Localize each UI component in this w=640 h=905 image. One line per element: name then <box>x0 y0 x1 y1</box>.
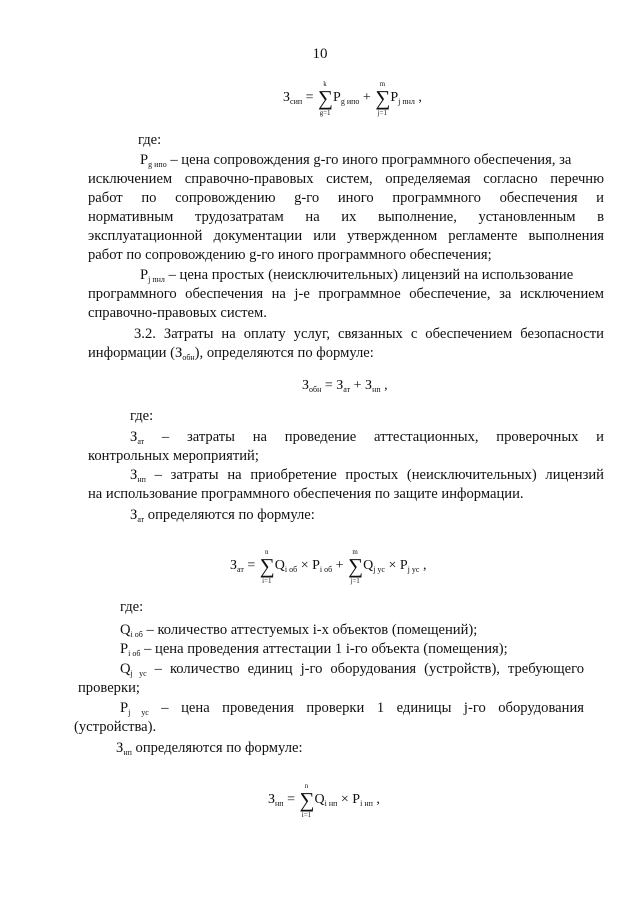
formula-symbol: Q <box>363 558 374 573</box>
def-symbol: Q <box>120 661 131 677</box>
definition-text: – затраты на приобретение простых (неисключительных) лицензий <box>154 467 604 483</box>
definition-line: нормативным трудозатратам на их выполнение, установленным в <box>88 209 604 225</box>
definition-line: (устройства). <box>74 719 157 735</box>
definition-line <box>120 622 604 643</box>
formula-subscript: обн <box>309 385 322 394</box>
definition-line <box>130 429 604 450</box>
formula-operator: × P <box>384 558 408 573</box>
formula-intro <box>116 740 632 761</box>
formula-punct: , <box>372 792 380 807</box>
formula-operator: = <box>302 90 318 105</box>
formula-punct: , <box>380 378 388 393</box>
def-subscript: j ус <box>128 708 149 717</box>
sum-upper-limit: m <box>352 548 358 556</box>
def-symbol: P <box>140 267 149 283</box>
where-label: где: <box>130 408 154 424</box>
section-paragraph-line <box>88 345 604 366</box>
formula-operator: = З <box>321 378 344 393</box>
formula-subscript: i об <box>284 565 298 574</box>
def-subscript: ат <box>137 515 145 524</box>
sum-sign: ∑ k g=1 <box>318 80 334 117</box>
formula-operator: + <box>359 90 375 105</box>
formula-zsip <box>283 80 422 117</box>
definition-text: – цена проведения проверки 1 единицы j-го оборудования <box>161 700 584 716</box>
sum-lower-limit: i=1 <box>301 811 312 819</box>
sum-upper-limit: m <box>379 80 386 88</box>
formula-subscript: j ус <box>407 565 420 574</box>
formula-subscript: нп <box>372 385 381 394</box>
formula-zobn <box>302 378 388 394</box>
formula-symbol: Q <box>314 792 325 807</box>
definition-text: – количество единиц j-го оборудования (устройств), требующего <box>154 661 584 677</box>
formula-operator: + <box>332 558 348 573</box>
formula-symbol: З <box>302 378 310 393</box>
definition-text: – цена простых (неисключительных) лицензий на использование <box>168 267 574 283</box>
formula-subscript: ат <box>237 565 244 574</box>
definition-line <box>120 641 604 662</box>
def-symbol: З <box>130 507 138 523</box>
formula-subscript: i нп <box>360 799 373 808</box>
definition-line: контрольных мероприятий; <box>88 448 259 464</box>
formula-subscript: сип <box>290 97 303 106</box>
formula-subscript: нп <box>275 799 284 808</box>
sum-sign: ∑ n i=1 <box>299 782 315 819</box>
definition-line <box>120 661 584 682</box>
where-label: где: <box>120 599 144 615</box>
formula-symbol: З <box>268 792 276 807</box>
formula-intro <box>130 507 640 528</box>
def-symbol: З <box>130 429 138 445</box>
definition-line <box>140 267 604 288</box>
def-symbol: P <box>120 700 129 716</box>
def-symbol: P <box>140 152 149 168</box>
definition-line: на использование программного обеспечения по защите информации. <box>88 486 524 502</box>
def-subscript: j пнл <box>148 275 165 284</box>
def-subscript: ат <box>137 437 145 446</box>
where-label: где: <box>138 132 162 148</box>
formula-symbol: Q <box>274 558 285 573</box>
def-subscript: i об <box>130 630 143 639</box>
formula-symbol: P <box>390 90 399 105</box>
formula-operator: = <box>243 558 259 573</box>
sum-upper-limit: n <box>265 548 269 556</box>
page-number: 10 <box>312 46 328 62</box>
definition-line <box>140 152 604 173</box>
paragraph-text: информации (З <box>88 345 183 361</box>
formula-punct: , <box>419 558 427 573</box>
sum-lower-limit: j=1 <box>350 577 360 585</box>
sum-lower-limit: i=1 <box>262 577 272 585</box>
definition-line: справочно-правовых систем. <box>88 305 267 321</box>
formula-symbol: З <box>230 558 238 573</box>
paragraph-subscript: обн <box>182 353 195 362</box>
def-symbol: P <box>120 641 129 657</box>
sum-sign: ∑ m j=1 <box>348 548 364 585</box>
def-symbol: З <box>130 467 138 483</box>
sum-sign: ∑ n i=1 <box>259 548 275 585</box>
def-subscript: g ипо <box>148 160 167 169</box>
intro-text: определяются по формуле: <box>144 507 315 523</box>
formula-symbol: P <box>333 90 341 105</box>
formula-punct: , <box>414 90 422 105</box>
definition-text: – цена проведения аттестации 1 i-го объекта (помещения); <box>144 641 508 657</box>
definition-line <box>130 467 604 488</box>
formula-subscript: i об <box>319 565 333 574</box>
formula-subscript: g ипо <box>340 97 360 106</box>
intro-text: определяются по формуле: <box>131 740 303 756</box>
definition-line: исключением справочно-правовых систем, определяемая согласно перечню <box>88 171 604 187</box>
section-paragraph-line: 3.2. Затраты на оплату услуг, связанных с обеспечением безопасности <box>134 326 604 342</box>
definition-line: работ по сопровождению g-го иного программного обеспечения и <box>88 190 604 206</box>
definition-text: – количество аттестуемых i-х объектов (помещений); <box>146 622 478 638</box>
def-subscript: нп <box>137 475 146 484</box>
definition-line: работ по сопровождению g-го иного программного обеспечения; <box>88 247 492 263</box>
sum-upper-limit: k <box>323 80 327 88</box>
def-symbol: Q <box>120 622 131 638</box>
formula-subscript: i нп <box>324 799 338 808</box>
formula-operator: × P <box>337 792 361 807</box>
formula-zat <box>230 548 427 585</box>
def-symbol: З <box>116 740 124 756</box>
definition-line: эксплуатационной документации или утвержденном регламенте выполнения <box>88 228 604 244</box>
formula-symbol: З <box>283 90 291 105</box>
paragraph-text: ), определяются по формуле: <box>194 345 374 361</box>
definition-line <box>120 700 584 721</box>
formula-znp <box>268 782 380 819</box>
def-subscript: i об <box>128 649 141 658</box>
definition-line: программного обеспечения на j-е программное обеспечение, за исключением <box>88 286 604 302</box>
sum-upper-limit: n <box>304 782 309 790</box>
def-subscript: нп <box>123 748 132 757</box>
definition-text: – затраты на проведение аттестационных, проверочных и <box>161 429 604 445</box>
formula-subscript: j пнл <box>398 97 415 106</box>
sum-lower-limit: g=1 <box>319 109 331 117</box>
sum-sign: ∑ m j=1 <box>375 80 391 117</box>
definition-line: проверки; <box>78 680 140 696</box>
sum-lower-limit: j=1 <box>377 109 388 117</box>
definition-text: – цена сопровождения g-го иного программного обеспечения, за <box>170 152 572 168</box>
formula-operator: + З <box>350 378 373 393</box>
formula-operator: = <box>283 792 299 807</box>
formula-subscript: j ус <box>373 565 385 574</box>
def-subscript: j ус <box>130 669 147 678</box>
formula-subscript: ат <box>343 385 351 394</box>
formula-operator: × P <box>297 558 320 573</box>
